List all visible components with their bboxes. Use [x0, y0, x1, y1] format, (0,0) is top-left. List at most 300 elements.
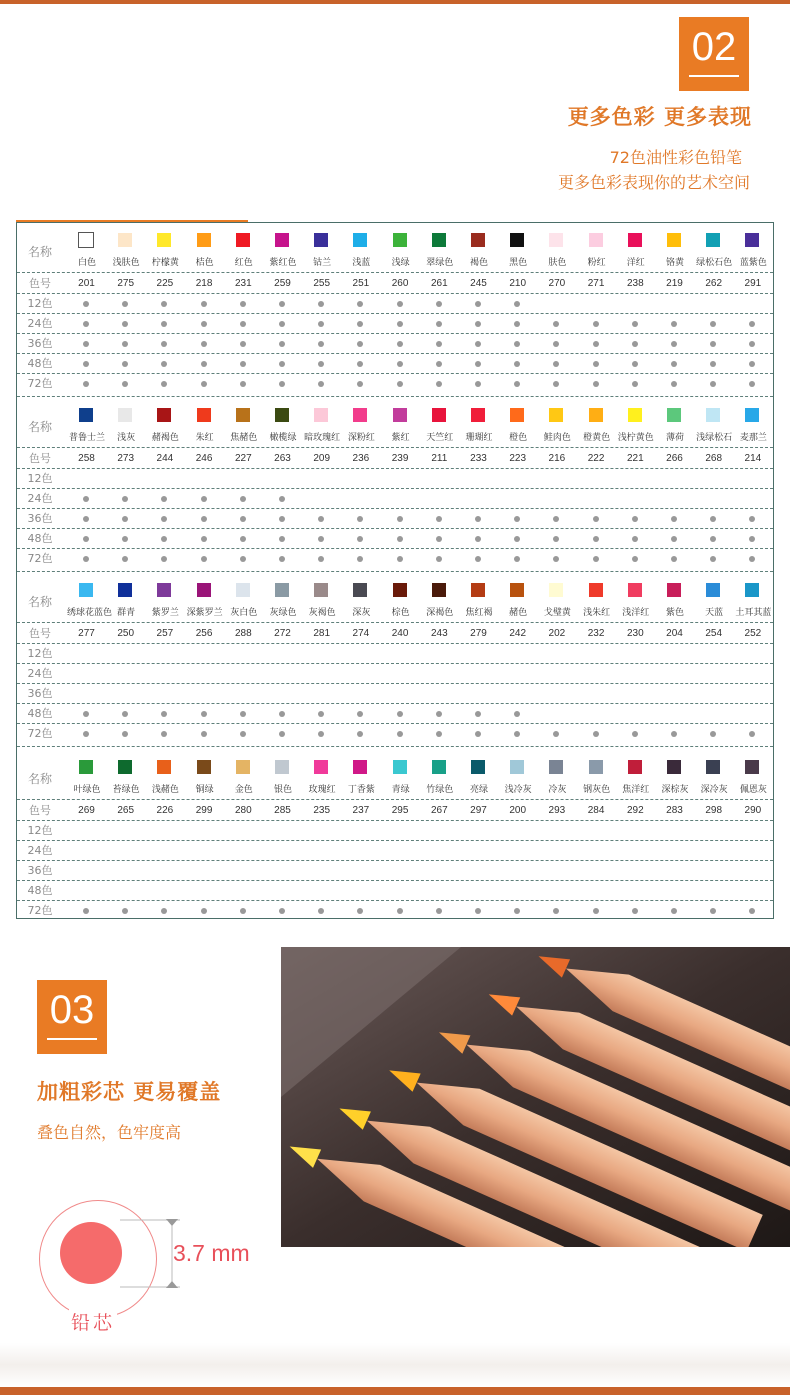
included-dot: [671, 341, 677, 347]
color-code: 226: [156, 805, 174, 816]
included-dot: [553, 516, 559, 522]
included-dot: [632, 321, 638, 327]
color-name: 焦赭色: [230, 433, 258, 443]
color-name: 铜绿: [195, 785, 214, 795]
color-code: 246: [195, 453, 213, 464]
row-divider: [17, 799, 773, 800]
color-swatch: [745, 408, 759, 422]
code-row: [17, 801, 773, 821]
included-dot: [122, 711, 128, 717]
color-swatch: [393, 233, 407, 247]
included-dot: [436, 321, 442, 327]
color-swatch: [393, 760, 407, 774]
included-dot: [671, 908, 677, 914]
included-dot: [514, 731, 520, 737]
color-swatch: [314, 233, 328, 247]
color-name: 肤色: [548, 258, 567, 268]
included-dot: [671, 731, 677, 737]
included-dot: [240, 301, 246, 307]
included-dot: [279, 536, 285, 542]
set-row-label: 72色: [27, 377, 53, 390]
color-code: 230: [626, 628, 644, 639]
included-dot: [632, 731, 638, 737]
included-dot: [475, 381, 481, 387]
color-name: 金色: [234, 785, 253, 795]
set-row-36: [17, 334, 773, 354]
set-row-12: [17, 644, 773, 664]
color-swatch: [275, 583, 289, 597]
set-row-label: 72色: [27, 904, 53, 917]
code-row-label: 色号: [29, 627, 51, 640]
included-dot: [553, 908, 559, 914]
color-swatch: [353, 233, 367, 247]
color-swatch: [79, 583, 93, 597]
included-dot: [357, 381, 363, 387]
included-dot: [710, 908, 716, 914]
color-code: 227: [234, 453, 252, 464]
code-row: [17, 449, 773, 469]
included-dot: [397, 908, 403, 914]
color-code: 252: [744, 628, 762, 639]
color-code: 202: [548, 628, 566, 639]
included-dot: [553, 321, 559, 327]
color-name: 深棕灰: [661, 785, 689, 795]
color-code: 279: [470, 628, 487, 639]
included-dot: [279, 516, 285, 522]
color-name: 橙黄色: [583, 433, 611, 443]
included-dot: [122, 536, 128, 542]
included-dot: [397, 516, 403, 522]
color-name: 浅柠黄色: [617, 433, 654, 443]
included-dot: [749, 556, 755, 562]
included-dot: [436, 301, 442, 307]
included-dot: [201, 301, 207, 307]
included-dot: [436, 341, 442, 347]
included-dot: [279, 908, 285, 914]
color-swatch: [628, 583, 642, 597]
section-03-number: 03: [49, 988, 95, 1032]
included-dot: [83, 321, 89, 327]
color-swatch: [157, 233, 171, 247]
included-dot: [357, 731, 363, 737]
color-name: 佩恩灰: [739, 785, 767, 795]
set-row-label: 24色: [27, 667, 53, 680]
color-swatch: [589, 408, 603, 422]
color-code: 216: [548, 453, 566, 464]
color-name: 银色: [273, 785, 292, 795]
color-code: 236: [352, 453, 370, 464]
included-dot: [593, 381, 599, 387]
color-code: 245: [470, 278, 487, 289]
included-dot: [318, 341, 324, 347]
set-row-label: 24色: [27, 844, 53, 857]
color-code: 232: [587, 628, 605, 639]
color-swatch: [745, 233, 759, 247]
color-code: 225: [156, 278, 174, 289]
color-swatch: [628, 760, 642, 774]
included-dot: [749, 731, 755, 737]
color-swatch: [393, 408, 407, 422]
color-code: 233: [470, 453, 487, 464]
included-dot: [161, 341, 167, 347]
color-code: 238: [626, 278, 644, 289]
name-row-label: 名称: [27, 595, 52, 609]
included-dot: [279, 321, 285, 327]
color-swatch: [79, 760, 93, 774]
color-code: 277: [78, 628, 95, 639]
color-swatch: [79, 233, 93, 247]
color-swatch: [706, 233, 720, 247]
color-swatch: [353, 583, 367, 597]
set-row-label: 36色: [27, 512, 53, 525]
color-code: 274: [352, 628, 370, 639]
included-dot: [593, 516, 599, 522]
included-dot: [397, 381, 403, 387]
set-row-label: 24色: [27, 317, 53, 330]
included-dot: [357, 341, 363, 347]
color-name: 深紫罗兰: [186, 608, 223, 618]
set-row-label: 12色: [27, 297, 53, 310]
color-code: 240: [391, 628, 409, 639]
included-dot: [201, 321, 207, 327]
included-dot: [593, 321, 599, 327]
color-code: 292: [626, 805, 644, 816]
color-name: 浅绿: [391, 258, 410, 268]
included-dot: [514, 536, 520, 542]
color-name: 焦洋红: [622, 785, 650, 795]
color-code: 263: [274, 453, 291, 464]
color-name: 绿松石色: [696, 258, 733, 268]
set-row-48: [17, 529, 773, 549]
included-dot: [122, 301, 128, 307]
color-code: 273: [117, 453, 135, 464]
included-dot: [201, 361, 207, 367]
color-swatch: [236, 583, 250, 597]
color-swatch: [589, 760, 603, 774]
included-dot: [475, 341, 481, 347]
included-dot: [318, 556, 324, 562]
included-dot: [514, 341, 520, 347]
set-row-12: [17, 821, 773, 841]
included-dot: [671, 361, 677, 367]
included-dot: [436, 361, 442, 367]
included-dot: [161, 711, 167, 717]
included-dot: [710, 361, 716, 367]
set-row-label: 36色: [27, 337, 53, 350]
included-dot: [475, 908, 481, 914]
color-code: 251: [352, 278, 370, 289]
color-name: 冷灰: [548, 785, 567, 795]
set-row-label: 48色: [27, 357, 53, 370]
included-dot: [122, 556, 128, 562]
color-code: 254: [705, 628, 723, 639]
color-swatch: [432, 760, 446, 774]
color-name: 浅朱红: [583, 608, 611, 618]
color-swatch: [197, 233, 211, 247]
included-dot: [436, 516, 442, 522]
color-name: 紫红: [391, 433, 410, 443]
included-dot: [161, 516, 167, 522]
core-size-label: 3.7 mm: [173, 1240, 250, 1266]
included-dot: [357, 516, 363, 522]
section-02-line2: 更多色彩表现你的艺术空间: [557, 173, 750, 192]
color-code: 231: [234, 278, 252, 289]
color-name: 白色: [77, 258, 96, 268]
color-name: 苔绿色: [112, 785, 140, 795]
color-name: 群青: [117, 608, 136, 618]
included-dot: [514, 321, 520, 327]
set-row-24: [17, 489, 773, 509]
color-code: 223: [509, 453, 527, 464]
pencil-tips-photo: [281, 947, 790, 1247]
color-code: 260: [391, 278, 409, 289]
badge-underline: [47, 1038, 97, 1040]
color-code: 295: [391, 805, 409, 816]
color-name: 丁香紫: [347, 785, 375, 795]
color-name: 灰绿色: [269, 608, 297, 618]
color-code: 275: [117, 278, 135, 289]
color-code: 221: [626, 453, 644, 464]
included-dot: [240, 711, 246, 717]
color-name: 深冷灰: [700, 785, 728, 795]
code-row: [17, 274, 773, 294]
set-row-label: 72色: [27, 552, 53, 565]
included-dot: [710, 341, 716, 347]
core-label: 铅芯: [69, 1308, 117, 1335]
color-code: 214: [744, 453, 762, 464]
included-dot: [83, 516, 89, 522]
included-dot: [240, 731, 246, 737]
color-swatch: [667, 583, 681, 597]
color-swatch: [432, 233, 446, 247]
color-name: 翠绿色: [426, 258, 454, 268]
color-name: 麦那兰: [739, 433, 767, 443]
included-dot: [318, 321, 324, 327]
included-dot: [279, 361, 285, 367]
row-divider: [17, 447, 773, 448]
included-dot: [240, 496, 246, 502]
color-code: 284: [587, 805, 605, 816]
included-dot: [122, 908, 128, 914]
color-swatch: [510, 233, 524, 247]
included-dot: [397, 321, 403, 327]
color-code: 280: [234, 805, 252, 816]
block-divider: [17, 571, 773, 572]
color-code: 258: [78, 453, 95, 464]
set-row-36: [17, 684, 773, 704]
included-dot: [161, 301, 167, 307]
color-name: 鲑肉色: [543, 433, 571, 443]
included-dot: [749, 361, 755, 367]
color-code: 271: [587, 278, 605, 289]
color-name: 黑色: [509, 258, 528, 268]
color-name: 紫罗兰: [151, 608, 179, 618]
color-name: 棕色: [391, 608, 410, 618]
color-code: 270: [548, 278, 566, 289]
color-name: 赭色: [509, 608, 528, 618]
color-code: 237: [352, 805, 370, 816]
color-code: 209: [313, 453, 331, 464]
included-dot: [632, 516, 638, 522]
included-dot: [514, 301, 520, 307]
included-dot: [475, 711, 481, 717]
included-dot: [593, 361, 599, 367]
color-swatch: [549, 408, 563, 422]
color-swatch: [314, 760, 328, 774]
color-code: 269: [78, 805, 95, 816]
color-name: 珊瑚红: [465, 433, 493, 443]
color-swatch: [353, 760, 367, 774]
included-dot: [279, 731, 285, 737]
color-swatch: [471, 760, 485, 774]
included-dot: [161, 908, 167, 914]
included-dot: [593, 536, 599, 542]
included-dot: [710, 731, 716, 737]
color-name: 橄榄绿: [269, 433, 297, 443]
included-dot: [514, 908, 520, 914]
included-dot: [671, 321, 677, 327]
set-row-48: [17, 354, 773, 374]
bottom-shadow-band: [0, 1343, 790, 1387]
block-divider: [17, 396, 773, 397]
set-row-label: 36色: [27, 687, 53, 700]
included-dot: [436, 536, 442, 542]
included-dot: [593, 341, 599, 347]
pencil-photo-illustration: [281, 947, 790, 1247]
included-dot: [475, 301, 481, 307]
set-row-label: 48色: [27, 884, 53, 897]
color-swatch: [628, 233, 642, 247]
color-swatch: [197, 760, 211, 774]
included-dot: [514, 516, 520, 522]
included-dot: [749, 516, 755, 522]
included-dot: [475, 536, 481, 542]
included-dot: [83, 361, 89, 367]
color-swatch: [236, 760, 250, 774]
color-swatch: [118, 760, 132, 774]
included-dot: [710, 536, 716, 542]
color-swatch: [628, 408, 642, 422]
set-row-label: 12色: [27, 472, 53, 485]
color-name: 朱红: [195, 433, 214, 443]
color-name: 浅肤色: [112, 258, 140, 268]
color-name: 青绿: [391, 785, 410, 795]
included-dot: [240, 361, 246, 367]
set-row-36: [17, 861, 773, 881]
color-code: 244: [156, 453, 174, 464]
color-name: 亮绿: [469, 785, 488, 795]
included-dot: [279, 556, 285, 562]
included-dot: [593, 556, 599, 562]
set-row-label: 12色: [27, 647, 53, 660]
included-dot: [201, 908, 207, 914]
included-dot: [710, 556, 716, 562]
set-row-24: [17, 664, 773, 684]
included-dot: [632, 361, 638, 367]
color-code: 259: [274, 278, 291, 289]
color-name: 暗玫瑰红: [304, 433, 341, 443]
included-dot: [122, 381, 128, 387]
color-code: 283: [666, 805, 683, 816]
name-row-label: 名称: [27, 245, 52, 259]
color-name: 褐色: [469, 258, 488, 268]
section-03-subline: 叠色自然，色牢度高: [37, 1123, 182, 1142]
section-02-badge: [679, 17, 749, 91]
color-swatch: [549, 233, 563, 247]
color-swatch: [667, 760, 681, 774]
color-name: 竹绿色: [426, 785, 454, 795]
included-dot: [553, 536, 559, 542]
color-name: 深粉红: [347, 433, 375, 443]
included-dot: [593, 731, 599, 737]
badge-underline: [689, 75, 739, 77]
included-dot: [83, 536, 89, 542]
color-code: 256: [195, 628, 213, 639]
color-name: 钢灰色: [583, 785, 611, 795]
color-code: 266: [666, 453, 683, 464]
color-code: 210: [509, 278, 527, 289]
color-swatch: [706, 408, 720, 422]
set-row-label: 12色: [27, 824, 53, 837]
included-dot: [240, 516, 246, 522]
included-dot: [749, 321, 755, 327]
section-02-line1: 72色油性彩色铅笔: [609, 148, 742, 167]
color-swatch: [667, 233, 681, 247]
color-name: 浅赭色: [151, 785, 179, 795]
core-diagram-lead: [60, 1222, 122, 1284]
color-swatch: [275, 408, 289, 422]
set-row-12: [17, 469, 773, 489]
included-dot: [357, 361, 363, 367]
name-row-label: 名称: [27, 420, 52, 434]
color-swatch: [314, 583, 328, 597]
set-row-72: [17, 901, 773, 921]
included-dot: [514, 556, 520, 562]
included-dot: [279, 301, 285, 307]
included-dot: [475, 321, 481, 327]
color-code: 281: [313, 628, 331, 639]
set-row-24: [17, 841, 773, 861]
included-dot: [122, 341, 128, 347]
set-row-24: [17, 314, 773, 334]
included-dot: [240, 536, 246, 542]
included-dot: [357, 711, 363, 717]
included-dot: [83, 711, 89, 717]
set-row-72: [17, 374, 773, 394]
top-border: [0, 0, 790, 4]
set-row-label: 48色: [27, 532, 53, 545]
color-swatch: [118, 408, 132, 422]
color-swatch: [353, 408, 367, 422]
color-name: 红色: [234, 258, 253, 268]
color-code: 255: [313, 278, 331, 289]
included-dot: [553, 341, 559, 347]
color-code: 272: [274, 628, 291, 639]
included-dot: [122, 361, 128, 367]
color-name: 浅蓝: [352, 258, 371, 268]
included-dot: [161, 361, 167, 367]
included-dot: [240, 341, 246, 347]
included-dot: [122, 496, 128, 502]
included-dot: [161, 321, 167, 327]
included-dot: [671, 536, 677, 542]
included-dot: [201, 496, 207, 502]
set-row-48: [17, 704, 773, 724]
color-swatch: [510, 583, 524, 597]
included-dot: [436, 556, 442, 562]
color-code: 219: [666, 278, 683, 289]
color-name: 灰褐色: [308, 608, 336, 618]
